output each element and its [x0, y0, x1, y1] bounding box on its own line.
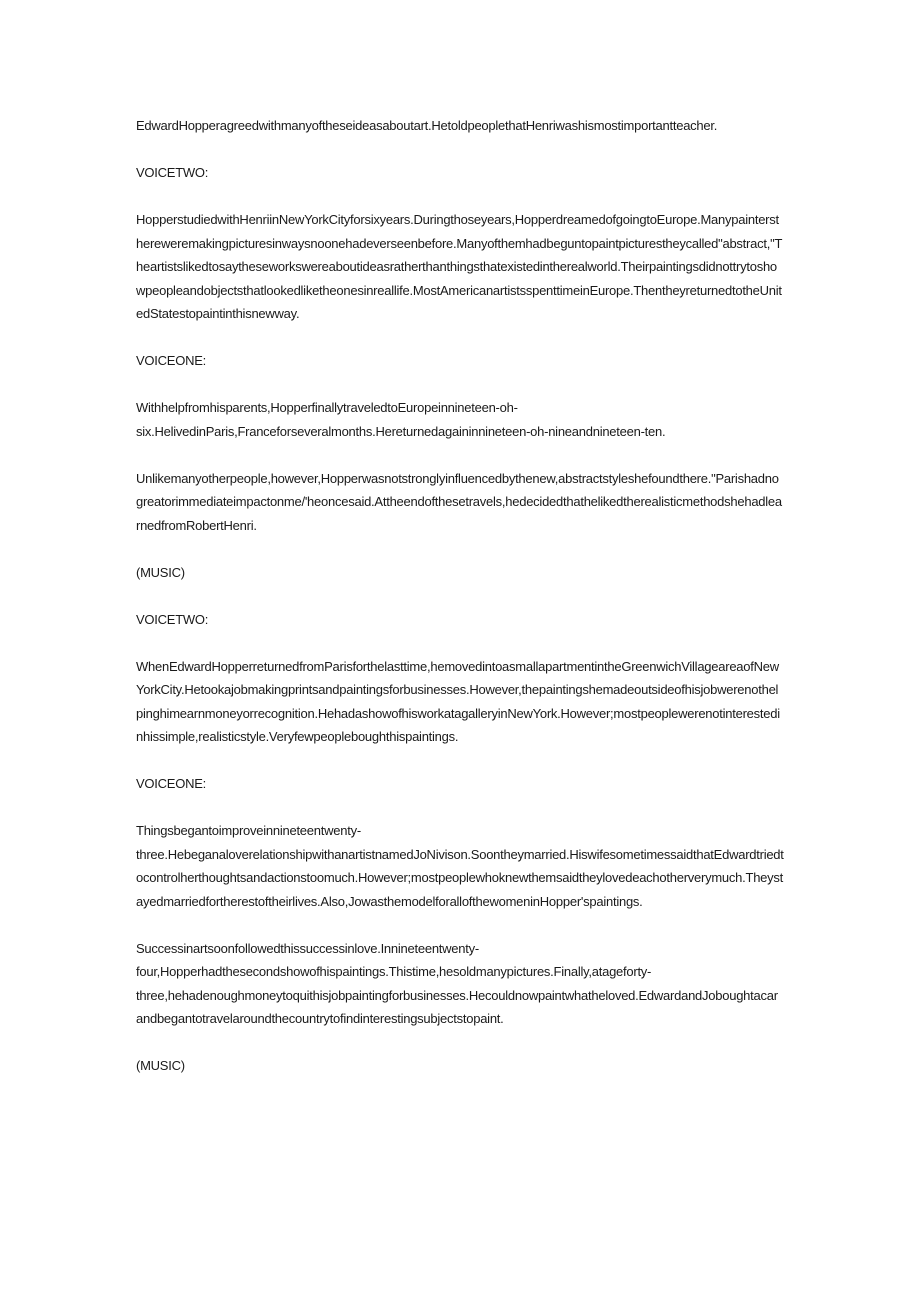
paragraph-things-improve: Thingsbegantoimproveinnineteentwenty- three.HebeganaloverelationshipwithanartistnamedJoNivison.Soontheymarried.HiswifesometimessaidthatEdwardtriedtocontrolherthoughtsandactionstoomuch.However;mostpeoplewhoknewthemsaidtheylovedeachotherverymuch.Theystayedmarriedfortherestoftheirlives.Also,JowasthemodelforallofthewomeninHopper'spaintings.: [136, 823, 784, 909]
speaker-label-voice-one: VOICEONE:: [136, 353, 206, 368]
paragraph-not-influenced: Unlikemanyotherpeople,however,Hopperwasnotstronglyinfluencedbythenew,abstractstyleshefoundthere."Parishadnogreatorimmediateimpactonme/'heoncesaid.Attheendofthesetravels,hedecidedthathelikedtherealisticmethodshehadlearnedfromRobertHenri.: [136, 470, 782, 533]
speaker-label-voice-two: VOICETWO:: [136, 165, 209, 180]
music-cue: (MUSIC): [136, 564, 185, 580]
paragraph-traveled-to-europe: Withhelpfromhisparents,HopperfinallytraveledtoEuropeinnineteen-oh- six.HelivedinParis,Franceforseveralmonths.Hereturnedagaininnineteen-oh-nineandnineteen-ten.: [136, 400, 666, 439]
paragraph-returned-from-paris: WhenEdwardHopperreturnedfromParisforthelasttime,hemovedintoasmallapartmentintheGreenwichVillageareaofNewYorkCity.Hetookajobmakingprintsandpaintingsforbusinesses.However,thepaintingshemadeoutsideofhisjobwerenothelpinghimearnmoneyorrecognition.HehadashowofhisworkatagalleryinNewYork.However;mostpeoplewerenotinterestedinhissimple,realisticstyle.Veryfewpeopleboughthispaintings.: [136, 658, 780, 744]
paragraph-hopper-agreed: EdwardHopperagreedwithmanyoftheseideasaboutart.HetoldpeoplethatHenriwashismostimportantteacher.: [136, 118, 718, 133]
speaker-label-voice-one: VOICEONE:: [136, 776, 206, 791]
document-page: [136, 114, 784, 1101]
paragraph-studied-with-henri: HopperstudiedwithHenriinNewYorkCityforsixyears.Duringthoseyears,HopperdreamedofgoingtoEurope.Manypaintersthereweremakingpicturesinwaysnoonehadeverseenbefore.Manyofthemhadbeguntopaintpicturestheycalled"abstract,"Theartistslikedtosaytheseworkswereaboutideasratherthanthingsthatexistedintherealworld.Theirpaintingsdidnottrytoshowpeopleandobjectsthatlookedliketheonesinreallife.MostAmericanartistsspenttimeinEurope.ThentheyreturnedtotheUnitedStatestopaintinthisnewway.: [136, 212, 783, 321]
speaker-label-voice-two: VOICETWO:: [136, 611, 209, 627]
paragraph-success-in-art: Successinartsoonfollowedthissuccessinlove.Innineteentwenty- four,Hopperhadthesecondshowofhispaintings.Thistime,hesoldmanypictures.Finally,atageforty- three,hehadenoughmoneytoquithisjobpaintingforbusinesses.Hecouldnowpaintwhatheloved.EdwardandJoboughtacarandbegantotravelaroundthecountrytofindinterestingsubjectstopaint.: [136, 940, 778, 1026]
music-cue: (MUSIC): [136, 1058, 185, 1073]
